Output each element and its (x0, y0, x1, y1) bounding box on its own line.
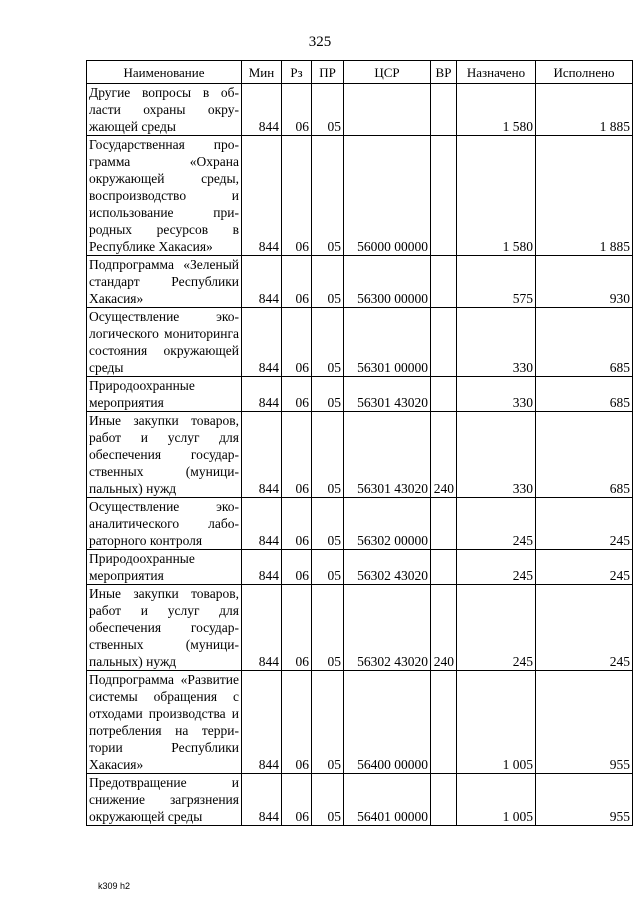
cell-pr: 05 (312, 256, 344, 308)
cell-vr (431, 377, 457, 412)
cell-vr (431, 136, 457, 256)
cell-pr: 05 (312, 136, 344, 256)
cell-csr: 56000 00000 (344, 136, 431, 256)
table-row (87, 136, 633, 256)
cell-vr (431, 256, 457, 308)
footer-code: k309 h2 (98, 881, 131, 891)
cell-csr: 56302 00000 (344, 498, 431, 550)
cell-min: 844 (242, 84, 282, 136)
cell-vr: 240 (431, 585, 457, 671)
table-row (87, 550, 633, 585)
cell-csr: 56302 43020 (344, 550, 431, 585)
cell-name: Природоохранные мероприятия (87, 550, 242, 585)
cell-pr: 05 (312, 585, 344, 671)
cell-vr (431, 84, 457, 136)
cell-min: 844 (242, 671, 282, 774)
cell-min: 844 (242, 412, 282, 498)
cell-assigned: 330 (457, 308, 536, 377)
cell-rz: 06 (282, 498, 312, 550)
cell-assigned: 330 (457, 412, 536, 498)
table-row (87, 84, 633, 136)
cell-executed: 685 (536, 377, 633, 412)
cell-name: Осуществление экологического мониторинга состояния окружающей среды (87, 308, 242, 377)
cell-vr: 240 (431, 412, 457, 498)
cell-name: Природоохранные мероприятия (87, 377, 242, 412)
header-executed: Исполнено (536, 61, 633, 84)
cell-name: Иные закупки товаров, работ и услуг для обеспечения государственных (муниципальных) нужд (87, 412, 242, 498)
cell-min: 844 (242, 136, 282, 256)
cell-csr: 56302 43020 (344, 585, 431, 671)
cell-vr (431, 671, 457, 774)
cell-csr: 56401 00000 (344, 774, 431, 826)
table-row (87, 412, 633, 498)
cell-rz: 06 (282, 774, 312, 826)
cell-executed: 245 (536, 585, 633, 671)
cell-assigned: 245 (457, 550, 536, 585)
cell-name: Подпрограмма «Развитие системы обращения с отходами производства и потребления на территории Республики Хакасия» (87, 671, 242, 774)
cell-pr: 05 (312, 774, 344, 826)
cell-name: Подпрограмма «Зеленый стандарт Республики Хакасия» (87, 256, 242, 308)
table-row (87, 774, 633, 826)
cell-rz: 06 (282, 412, 312, 498)
cell-csr: 56301 43020 (344, 412, 431, 498)
cell-csr: 56300 00000 (344, 256, 431, 308)
cell-assigned: 575 (457, 256, 536, 308)
cell-executed: 930 (536, 256, 633, 308)
cell-rz: 06 (282, 377, 312, 412)
cell-assigned: 1 580 (457, 84, 536, 136)
table-row (87, 308, 633, 377)
header-pr: ПР (312, 61, 344, 84)
cell-rz: 06 (282, 308, 312, 377)
table-row (87, 256, 633, 308)
cell-pr: 05 (312, 498, 344, 550)
cell-executed: 1 885 (536, 84, 633, 136)
cell-csr: 56400 00000 (344, 671, 431, 774)
cell-min: 844 (242, 585, 282, 671)
cell-assigned: 245 (457, 498, 536, 550)
cell-name: Иные закупки товаров, работ и услуг для обеспечения государственных (муниципальных) нужд (87, 585, 242, 671)
table-row (87, 498, 633, 550)
cell-executed: 1 885 (536, 136, 633, 256)
cell-rz: 06 (282, 256, 312, 308)
header-csr: ЦСР (344, 61, 431, 84)
table-row (87, 585, 633, 671)
cell-min: 844 (242, 308, 282, 377)
cell-executed: 245 (536, 498, 633, 550)
cell-rz: 06 (282, 671, 312, 774)
cell-assigned: 1 005 (457, 671, 536, 774)
table-body (87, 84, 633, 826)
table-row (87, 671, 633, 774)
cell-rz: 06 (282, 136, 312, 256)
header-assigned: Назначено (457, 61, 536, 84)
table-header-row (87, 61, 633, 84)
cell-csr: 56301 00000 (344, 308, 431, 377)
table-row (87, 377, 633, 412)
cell-vr (431, 550, 457, 585)
cell-assigned: 1 580 (457, 136, 536, 256)
cell-min: 844 (242, 550, 282, 585)
cell-vr (431, 774, 457, 826)
cell-assigned: 1 005 (457, 774, 536, 826)
header-rz: Рз (282, 61, 312, 84)
header-vr: ВР (431, 61, 457, 84)
cell-executed: 955 (536, 774, 633, 826)
cell-name: Государственная программа «Охрана окружающей среды, воспроизводство и использование природных ресурсов в Республике Хакасия» (87, 136, 242, 256)
cell-assigned: 245 (457, 585, 536, 671)
budget-table (86, 60, 633, 826)
cell-csr: 56301 43020 (344, 377, 431, 412)
cell-min: 844 (242, 377, 282, 412)
cell-name: Другие вопросы в области охраны окружающей среды (87, 84, 242, 136)
cell-pr: 05 (312, 308, 344, 377)
cell-rz: 06 (282, 550, 312, 585)
cell-rz: 06 (282, 585, 312, 671)
cell-pr: 05 (312, 377, 344, 412)
cell-executed: 955 (536, 671, 633, 774)
cell-executed: 685 (536, 308, 633, 377)
cell-pr: 05 (312, 671, 344, 774)
cell-executed: 245 (536, 550, 633, 585)
cell-assigned: 330 (457, 377, 536, 412)
cell-vr (431, 498, 457, 550)
cell-min: 844 (242, 774, 282, 826)
cell-pr: 05 (312, 412, 344, 498)
cell-name: Предотвращение и снижение загрязнения окружающей среды (87, 774, 242, 826)
page-number: 325 (308, 34, 332, 50)
cell-rz: 06 (282, 84, 312, 136)
cell-pr: 05 (312, 84, 344, 136)
header-min: Мин (242, 61, 282, 84)
cell-executed: 685 (536, 412, 633, 498)
cell-min: 844 (242, 256, 282, 308)
header-name: Наименование (87, 61, 242, 84)
cell-name: Осуществление экоаналитического лабораторного контроля (87, 498, 242, 550)
cell-min: 844 (242, 498, 282, 550)
cell-vr (431, 308, 457, 377)
cell-pr: 05 (312, 550, 344, 585)
cell-csr (344, 84, 431, 136)
